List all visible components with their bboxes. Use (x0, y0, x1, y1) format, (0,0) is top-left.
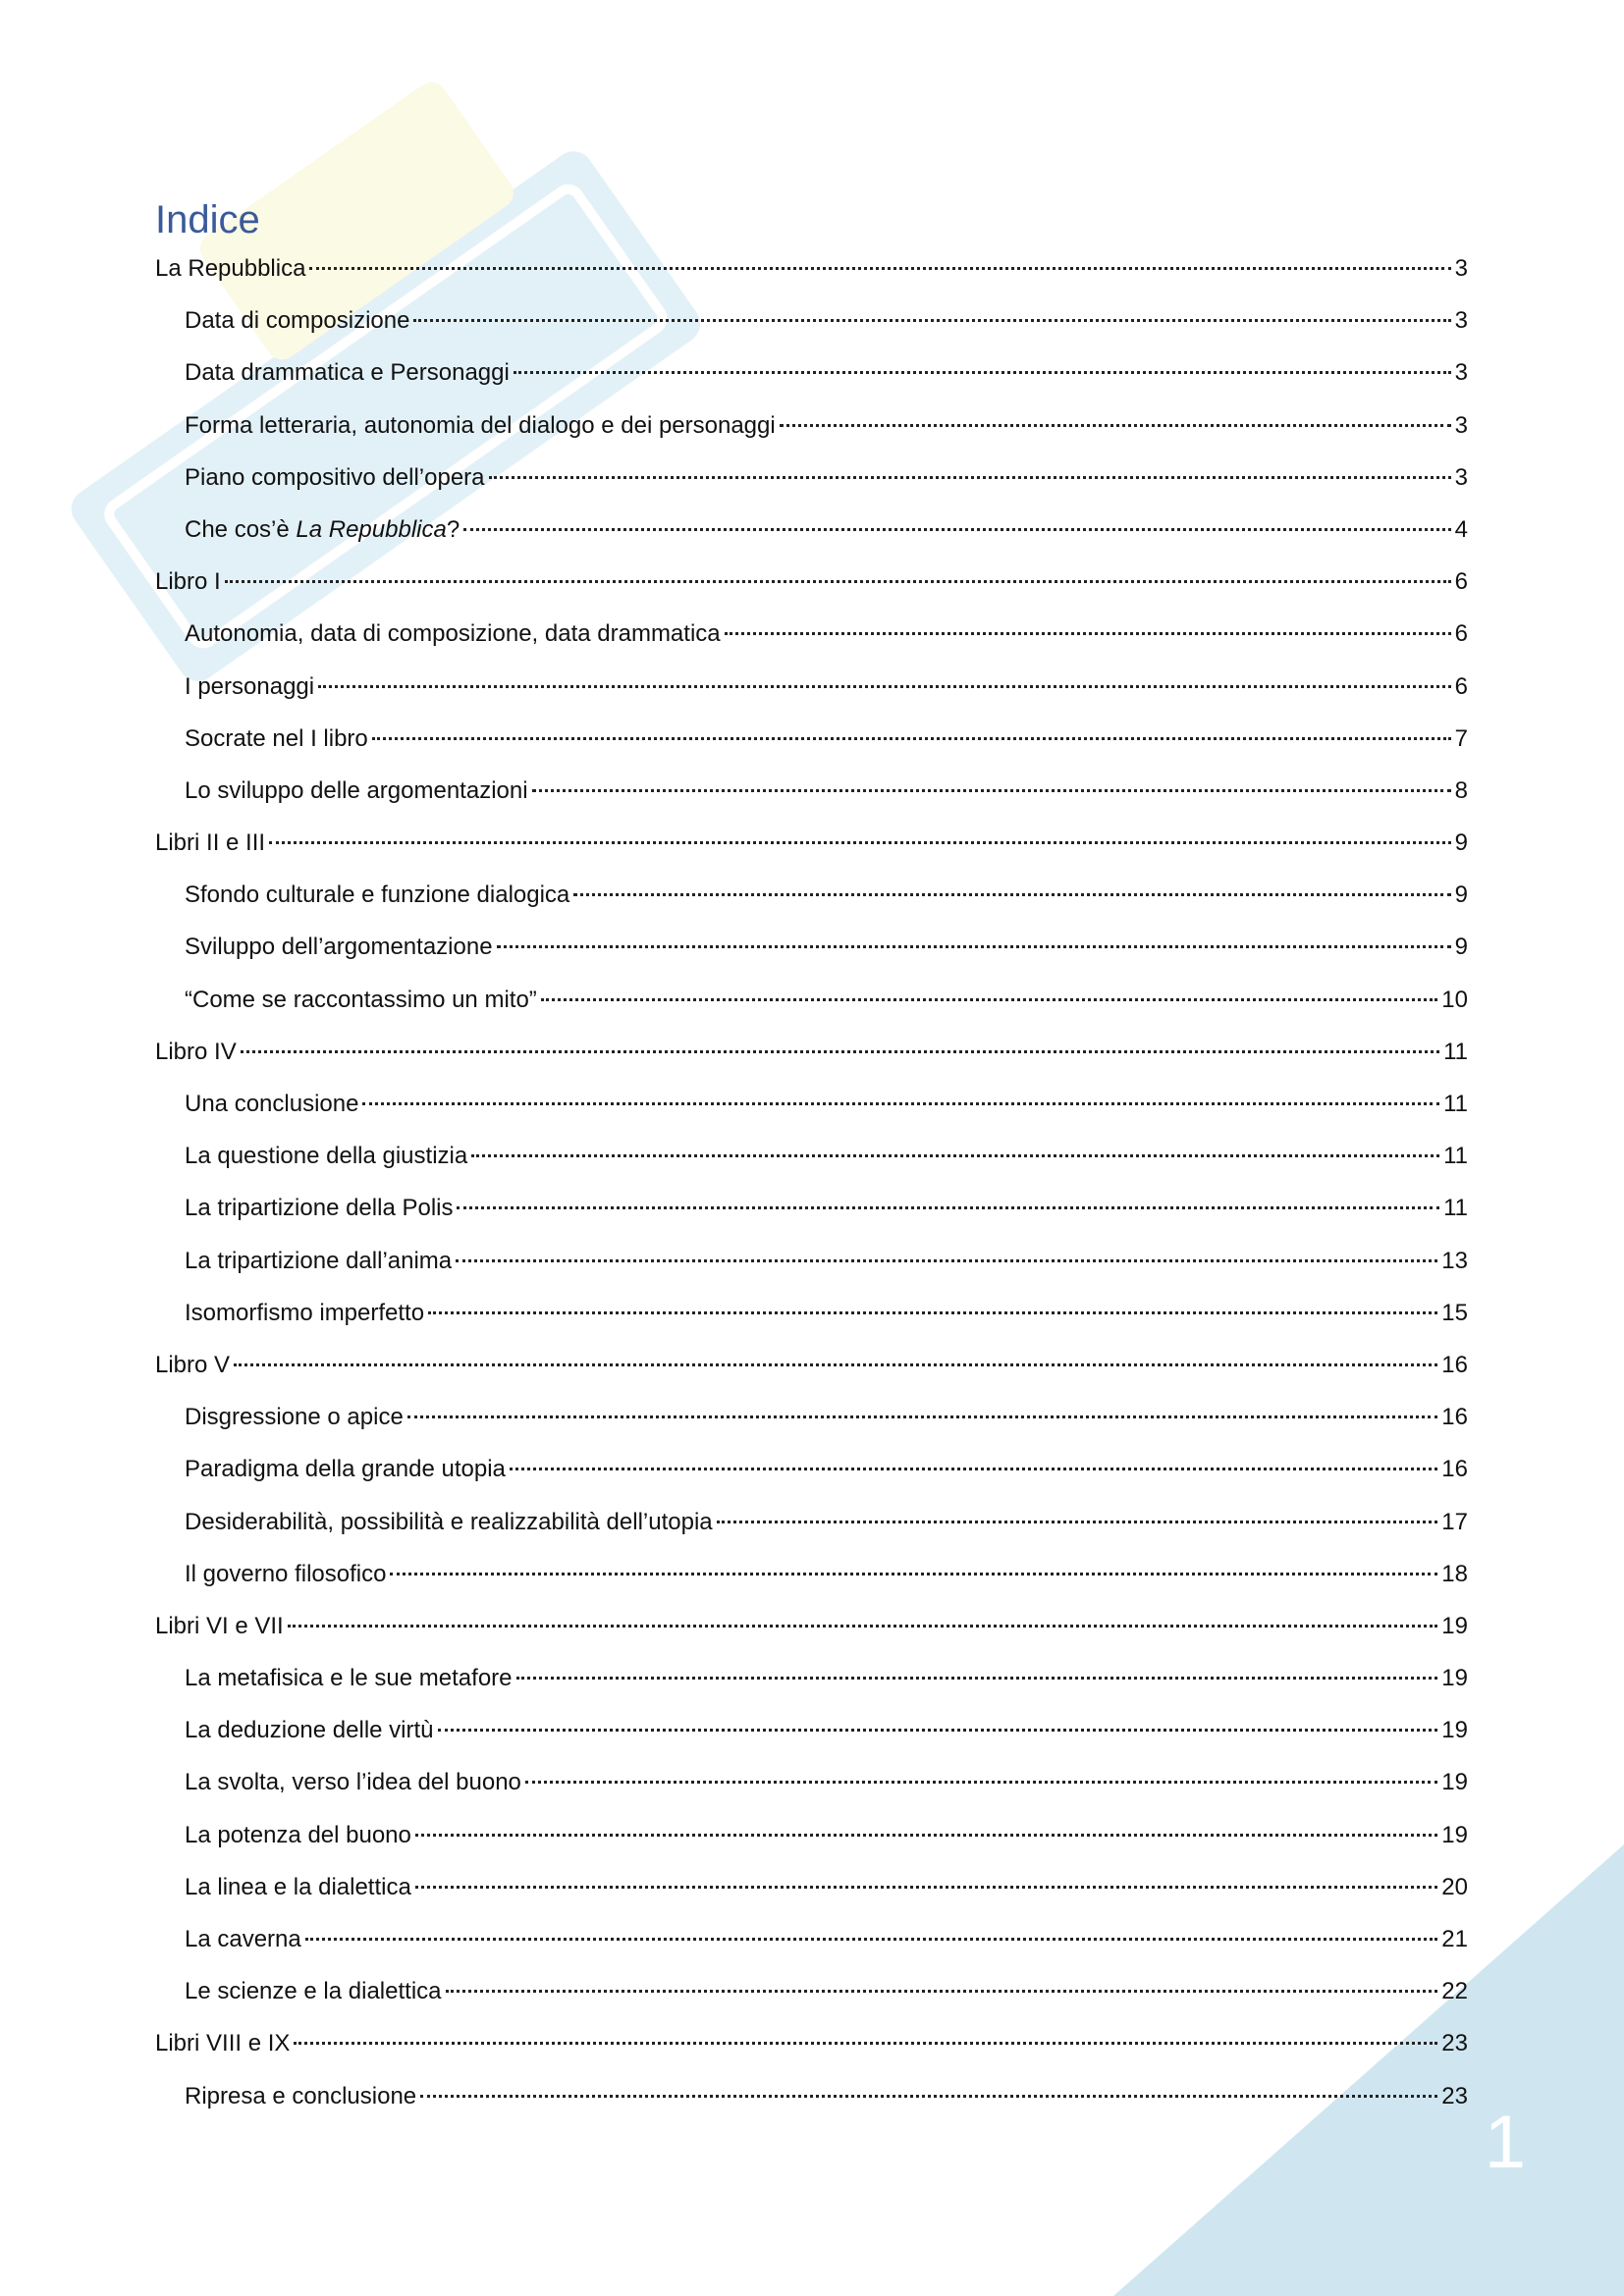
toc-entry-title: Forma letteraria, autonomia del dialogo e dei personaggi (185, 411, 776, 439)
toc-page-number: 8 (1454, 776, 1468, 804)
toc-leader-dots (413, 319, 1450, 322)
page-title: Indice (155, 198, 260, 241)
toc-entry-section[interactable] (155, 1287, 1468, 1339)
toc-entry-title: Libri VIII e IX (155, 2030, 291, 2057)
toc-leader-dots (362, 1102, 1439, 1105)
toc-entry-title: Lo sviluppo delle argomentazioni (185, 776, 528, 804)
toc-entry-title: Sviluppo dell’argomentazione (185, 934, 493, 961)
toc-entry-title: La tripartizione dall’anima (185, 1247, 453, 1274)
toc-entry-chapter[interactable] (155, 556, 1468, 608)
toc-leader-dots (415, 1834, 1437, 1837)
toc-entry-title: La Repubblica (155, 255, 306, 282)
toc-leader-dots (510, 1468, 1437, 1470)
toc-page-number: 23 (1441, 2082, 1468, 2109)
toc-page-number: 18 (1441, 1560, 1468, 1587)
toc-page-number: 19 (1441, 1821, 1468, 1848)
table-of-contents (155, 242, 1468, 2122)
toc-entry-title: Disgressione o apice (185, 1404, 404, 1431)
toc-entry-title: Sfondo culturale e funzione dialogica (185, 881, 570, 909)
toc-entry-section[interactable] (155, 765, 1468, 817)
toc-entry-section[interactable] (155, 1652, 1468, 1704)
toc-entry-title: Ripresa e conclusione (185, 2082, 417, 2109)
toc-entry-title: La tripartizione della Polis (185, 1195, 454, 1222)
toc-entry-title: Libri II e III (155, 829, 266, 857)
toc-page-number: 19 (1441, 1612, 1468, 1639)
toc-entry-chapter[interactable] (155, 242, 1468, 294)
toc-entry-section[interactable] (155, 1443, 1468, 1495)
toc-leader-dots (489, 476, 1451, 479)
toc-leader-dots (525, 1781, 1437, 1784)
toc-page-number: 23 (1441, 2030, 1468, 2057)
toc-entry-title: Desiderabilità, possibilità e realizzabilità dell’utopia (185, 1508, 713, 1535)
toc-entry-section[interactable] (155, 921, 1468, 973)
toc-leader-dots (390, 1573, 1437, 1575)
toc-page-number: 21 (1441, 1926, 1468, 1952)
toc-entry-section[interactable] (155, 294, 1468, 347)
toc-entry-section[interactable] (155, 869, 1468, 921)
toc-entry-title: Autonomia, data di composizione, data drammatica (185, 620, 721, 648)
toc-page-number: 11 (1443, 1143, 1468, 1170)
toc-entry-title: La svolta, verso l’idea del buono (185, 1769, 521, 1796)
toc-page-number: 11 (1443, 1195, 1468, 1222)
toc-page-number: 16 (1441, 1351, 1468, 1378)
toc-leader-dots (516, 1677, 1438, 1680)
toc-entry-section[interactable] (155, 347, 1468, 399)
toc-entry-title: Isomorfismo imperfetto (185, 1299, 425, 1326)
toc-entry-title: Una conclusione (185, 1091, 359, 1117)
toc-entry-title: La metafisica e le sue metafore (185, 1665, 513, 1692)
toc-page-number: 6 (1454, 672, 1468, 700)
toc-leader-dots (241, 1050, 1439, 1053)
toc-leader-dots (407, 1415, 1438, 1418)
toc-entry-title: Il governo filosofico (185, 1560, 387, 1587)
toc-page-number: 4 (1454, 515, 1468, 543)
toc-entry-section[interactable] (155, 1235, 1468, 1287)
toc-entry-title: Libro I (155, 568, 221, 596)
toc-leader-dots (446, 1990, 1438, 1993)
toc-page-number: 20 (1441, 1873, 1468, 1900)
toc-page-number: 3 (1454, 463, 1468, 491)
toc-entry-chapter[interactable] (155, 1026, 1468, 1078)
toc-leader-dots (514, 371, 1451, 374)
toc-entry-section[interactable] (155, 1809, 1468, 1861)
toc-page-number: 3 (1454, 255, 1468, 282)
toc-page-number: 19 (1441, 1665, 1468, 1692)
toc-entry-title: Data drammatica e Personaggi (185, 359, 510, 387)
toc-entry-title: La caverna (185, 1926, 301, 1952)
toc-leader-dots (294, 2042, 1437, 2045)
toc-entry-section[interactable] (155, 1078, 1468, 1130)
toc-leader-dots (225, 580, 1451, 583)
toc-page-number: 9 (1454, 934, 1468, 961)
toc-page-number: 11 (1443, 1091, 1468, 1117)
toc-entry-title: La linea e la dialettica (185, 1873, 411, 1900)
toc-entry-section[interactable] (155, 504, 1468, 556)
toc-entry-section[interactable] (155, 1182, 1468, 1234)
toc-page-number: 9 (1454, 829, 1468, 857)
toc-entry-title: I personaggi (185, 672, 315, 700)
toc-leader-dots (288, 1625, 1438, 1628)
toc-leader-dots (780, 424, 1451, 427)
toc-entry-section[interactable] (155, 608, 1468, 660)
toc-entry-title: La deduzione delle virtù (185, 1717, 434, 1744)
toc-entry-title: Che cos’è La Repubblica? (185, 515, 460, 543)
toc-entry-section[interactable] (155, 713, 1468, 765)
toc-entry-section[interactable] (155, 452, 1468, 504)
toc-page-number: 3 (1454, 307, 1468, 335)
toc-leader-dots (234, 1363, 1437, 1366)
toc-entry-title: “Come se raccontassimo un mito” (185, 986, 537, 1013)
toc-entry-title: Data di composizione (185, 307, 410, 335)
toc-leader-dots (725, 632, 1451, 635)
toc-entry-section[interactable] (155, 1861, 1468, 1913)
toc-page-number: 22 (1441, 1978, 1468, 2005)
toc-entry-chapter[interactable] (155, 1600, 1468, 1652)
page-number: 1 (1484, 2101, 1526, 2184)
toc-page-number: 19 (1441, 1717, 1468, 1744)
toc-leader-dots (471, 1154, 1439, 1157)
toc-page-number: 6 (1454, 620, 1468, 648)
toc-entry-title: Le scienze e la dialettica (185, 1978, 442, 2005)
toc-entry-chapter[interactable] (155, 1339, 1468, 1391)
toc-leader-dots (309, 267, 1450, 270)
toc-page-number: 3 (1454, 411, 1468, 439)
toc-page-number: 7 (1454, 724, 1468, 752)
toc-entry-title: Libro IV (155, 1038, 237, 1065)
toc-entry-section[interactable] (155, 1756, 1468, 1808)
toc-page-number: 19 (1441, 1769, 1468, 1796)
toc-leader-dots (463, 528, 1450, 531)
toc-entry-title: La questione della giustizia (185, 1143, 468, 1170)
toc-leader-dots (541, 998, 1438, 1001)
toc-leader-dots (269, 841, 1451, 844)
toc-entry-section[interactable] (155, 1913, 1468, 1965)
toc-page-number: 16 (1441, 1404, 1468, 1431)
toc-entry-chapter[interactable] (155, 817, 1468, 869)
toc-entry-section[interactable] (155, 974, 1468, 1026)
toc-leader-dots (438, 1729, 1438, 1732)
toc-page-number: 6 (1454, 568, 1468, 596)
toc-leader-dots (372, 737, 1451, 740)
toc-leader-dots (532, 789, 1451, 792)
toc-page-number: 17 (1441, 1508, 1468, 1535)
toc-entry-section[interactable] (155, 1965, 1468, 2017)
toc-leader-dots (497, 945, 1451, 948)
toc-leader-dots (318, 685, 1451, 688)
toc-entry-section[interactable] (155, 1496, 1468, 1548)
toc-page-number: 15 (1441, 1299, 1468, 1326)
toc-entry-section[interactable] (155, 661, 1468, 713)
toc-entry-chapter[interactable] (155, 2017, 1468, 2069)
toc-entry-section[interactable] (155, 1704, 1468, 1756)
toc-page-number: 11 (1443, 1038, 1468, 1065)
toc-leader-dots (415, 1886, 1437, 1889)
toc-entry-section[interactable] (155, 1391, 1468, 1443)
toc-leader-dots (457, 1206, 1439, 1209)
toc-entry-title: La potenza del buono (185, 1821, 411, 1848)
toc-entry-title: Socrate nel I libro (185, 724, 368, 752)
toc-leader-dots (717, 1521, 1438, 1523)
toc-entry-section[interactable] (155, 400, 1468, 452)
toc-page-number: 3 (1454, 359, 1468, 387)
toc-leader-dots (420, 2095, 1437, 2098)
toc-entry-title: Paradigma della grande utopia (185, 1456, 506, 1483)
toc-page-number: 9 (1454, 881, 1468, 909)
toc-entry-title: Libro V (155, 1351, 231, 1378)
toc-entry-section[interactable] (155, 1130, 1468, 1182)
toc-leader-dots (456, 1259, 1437, 1262)
toc-page-number: 13 (1441, 1247, 1468, 1274)
toc-leader-dots (573, 893, 1450, 896)
toc-leader-dots (305, 1938, 1438, 1941)
toc-entry-section[interactable] (155, 2070, 1468, 2122)
toc-leader-dots (428, 1311, 1437, 1314)
toc-entry-section[interactable] (155, 1548, 1468, 1600)
toc-entry-title: Libri VI e VII (155, 1612, 284, 1639)
toc-page-number: 10 (1441, 986, 1468, 1013)
toc-entry-title: Piano compositivo dell’opera (185, 463, 485, 491)
toc-page-number: 16 (1441, 1456, 1468, 1483)
